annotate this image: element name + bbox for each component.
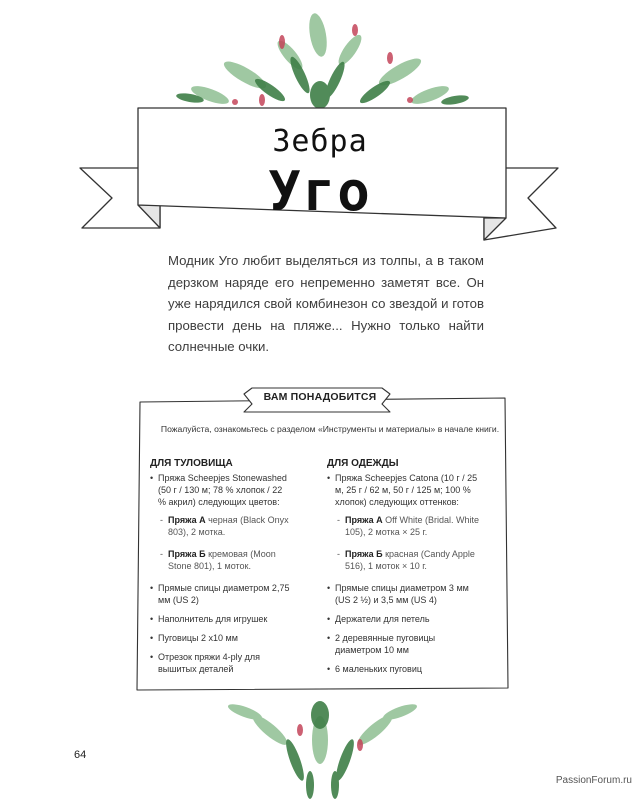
clothes-materials-column <box>327 458 482 682</box>
materials-label: ВАМ ПОНАДОБИТСЯ <box>263 391 377 403</box>
list-item: - Пряжа Б кремовая (Moon Stone 801), 1 моток. <box>150 548 290 572</box>
list-item: • 2 деревянные пуговицы диаметром 10 мм <box>327 632 482 656</box>
list-item: - Пряжа А черная (Black Onyx 803), 2 мотка. <box>150 514 290 538</box>
list-item: • Пряжа Scheepjes Catona (10 г / 25 м, 25 г / 62 м, 50 г / 125 м; 100 % хлопок) следующих оттенков: <box>327 472 482 508</box>
list-item: • Пряжа Scheepjes Stonewashed (50 г / 130 м; 78 % хлопок / 22 % акрил) следующих цветов: <box>150 472 290 508</box>
list-item: - Пряжа Б красная (Candy Apple 516), 1 моток × 10 г. <box>327 548 482 572</box>
title-line-1: Зебра <box>272 124 368 159</box>
list-item: • Держатели для петель <box>327 613 482 625</box>
watermark: PassionForum.ru <box>555 775 632 786</box>
list-item: • Пуговицы 2 х10 мм <box>150 632 290 644</box>
body-materials-column <box>150 458 290 682</box>
list-item: • Отрезок пряжи 4-ply для вышитых деталей <box>150 651 290 675</box>
list-item: - Пряжа А Off White (Bridal. White 105), 2 мотка × 25 г. <box>327 514 482 538</box>
list-item: • Наполнитель для игрушек <box>150 613 290 625</box>
clothes-heading: ДЛЯ ОДЕЖДЫ <box>327 458 399 469</box>
page-number: 64 <box>74 749 87 761</box>
intro-paragraph: Модник Уго любит выделяться из толпы, а в таком дерзком наряде его непременно заметят все. Он уже нарядился свой комбинезон со звездой и готов провести день на пляже... Нужно только найти солнечные очки. <box>168 253 484 354</box>
list-item: • 6 маленьких пуговиц <box>327 663 482 675</box>
body-heading: ДЛЯ ТУЛОВИЩА <box>150 458 233 469</box>
materials-note: Пожалуйста, ознакомьтесь с разделом «Инструменты и материалы» в начале книги. <box>160 424 500 434</box>
list-item: • Прямые спицы диаметром 3 мм (US 2 ½) и 3,5 мм (US 4) <box>327 582 482 606</box>
materials-box <box>0 370 640 700</box>
title-line-2: Уго <box>268 160 372 223</box>
list-item: • Прямые спицы диаметром 2,75 мм (US 2) <box>150 582 290 606</box>
